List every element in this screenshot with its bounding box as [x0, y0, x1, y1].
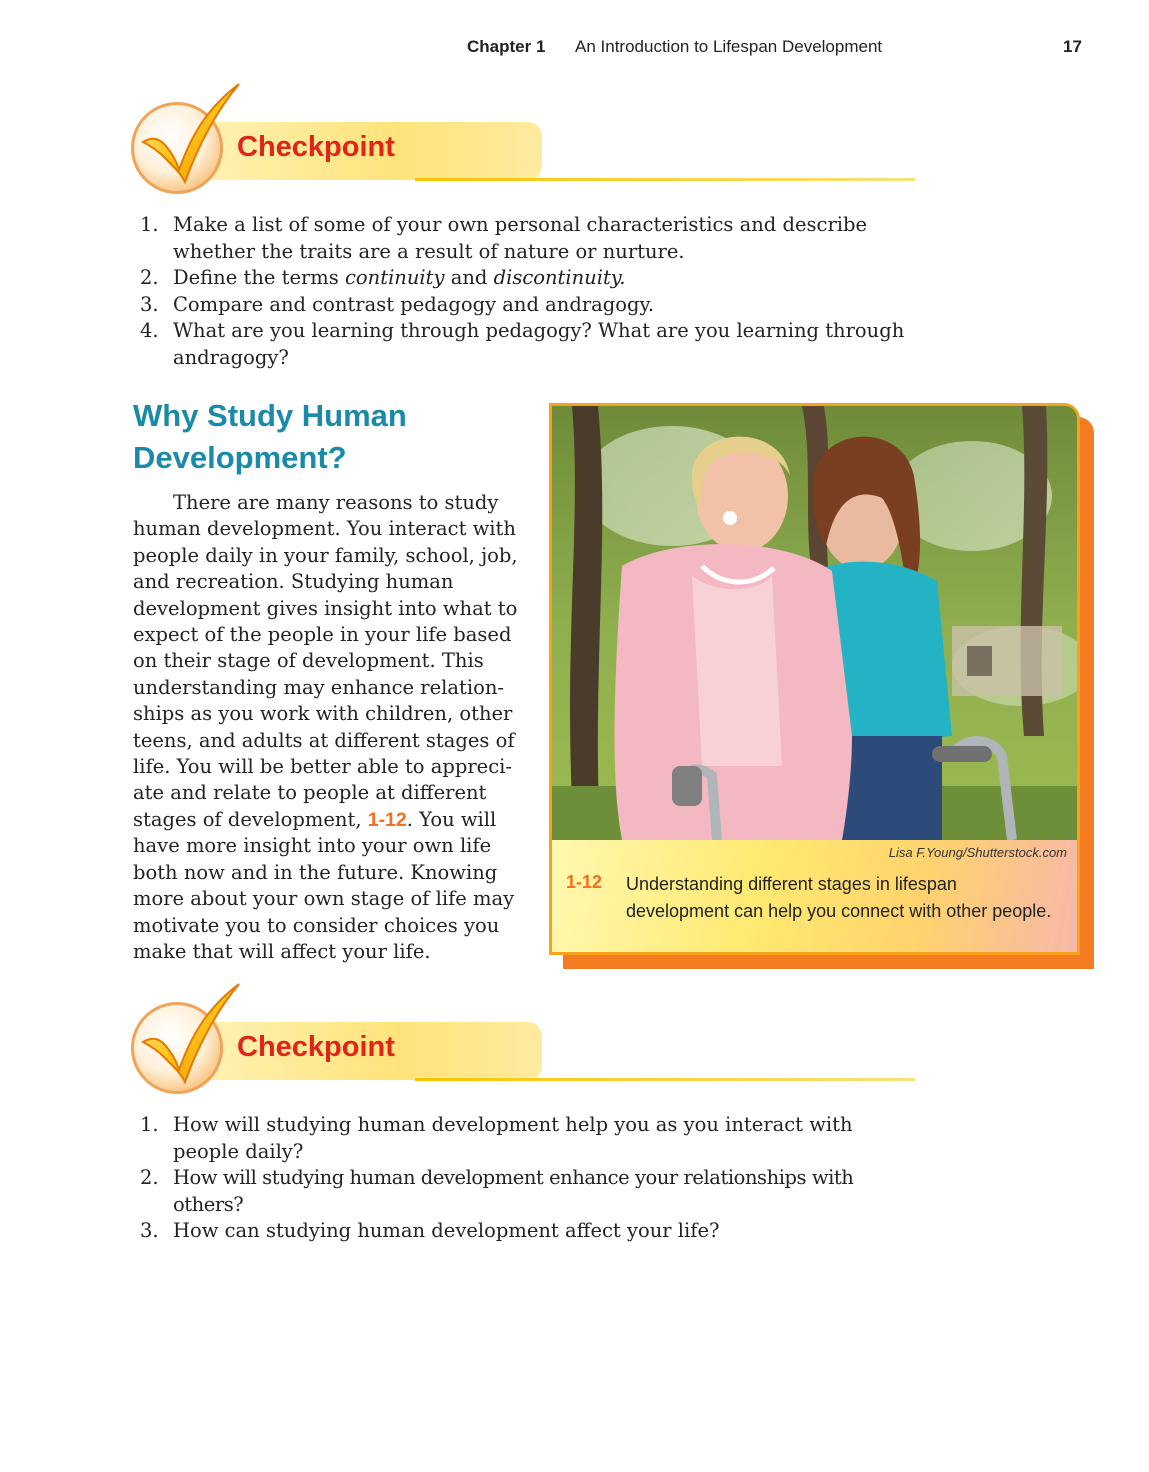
term-continuity: continuity — [345, 266, 445, 289]
body-text-part2: . You will have more insight into your own life both now and in the future. Knowing more about your own stage of life may motivate you to consider choices you make that will affect your life. — [133, 807, 515, 963]
checkpoint-banner-2 — [125, 984, 920, 1109]
page-number: 17 — [1063, 37, 1082, 56]
question-number: 2. — [140, 1166, 159, 1189]
checkpoint-label: Checkpoint — [237, 131, 395, 163]
checkpoint-rule — [415, 1078, 915, 1081]
question-item — [140, 1218, 920, 1245]
section-heading: Why Study Human Development? — [133, 398, 407, 475]
checkmark-icon — [135, 78, 247, 190]
chapter-title: An Introduction to Lifespan Development — [575, 37, 883, 56]
question-text: Make a list of some of your own personal characteristics and describe whether the traits are a result of nature or nurture. — [173, 213, 868, 263]
question-item — [140, 292, 920, 319]
question-number: 3. — [140, 1219, 159, 1242]
question-text: What are you learning through pedagogy? What are you learning through andragogy? — [173, 319, 905, 369]
checkpoint-2-questions — [140, 1112, 920, 1245]
figure-frame — [549, 403, 1080, 955]
checkmark-icon — [135, 978, 247, 1090]
figure-number: 1-12 — [566, 872, 603, 892]
checkpoint-rule — [415, 178, 915, 181]
question-text: How will studying human development enhance your relationships with others? — [173, 1166, 854, 1216]
question-item — [140, 1165, 920, 1218]
question-text: Define the terms — [173, 266, 346, 289]
photo-illustration — [552, 406, 1077, 840]
question-number: 1. — [140, 213, 159, 236]
figure-caption: Understanding different stages in lifespan development can help you connect with other people. — [626, 874, 1052, 921]
photo-credit: Lisa F.Young/Shutterstock.com — [888, 845, 1067, 860]
term-discontinuity: discontinuity. — [493, 266, 626, 289]
checkpoint-label: Checkpoint — [237, 1031, 395, 1063]
checkpoint-1-questions — [140, 212, 920, 371]
question-number: 3. — [140, 292, 159, 316]
question-item — [140, 1112, 920, 1165]
question-text: Compare and contrast pedagogy and andragogy. — [173, 292, 655, 316]
checkpoint-banner-1 — [125, 84, 920, 209]
question-number: 4. — [140, 319, 159, 342]
figure-photo — [552, 406, 1077, 840]
question-text: How can studying human development affect your life? — [173, 1219, 720, 1242]
question-item — [140, 212, 920, 265]
question-text: and — [444, 266, 494, 289]
figure-reference: 1-12 — [367, 808, 407, 831]
body-text-part1: There are many reasons to study human development. You interact with people daily in your family, school, job, and recreation. Studying human development gives insight into what to expect of the people in your life based on their stage of development. This understanding may enhance relationships as you work with children, other teens, and adults at different stages of life. You will be better able to appreciate and relate to people at different stages of development, — [133, 491, 518, 831]
figure-caption-area — [552, 840, 1077, 952]
running-header — [0, 37, 1149, 61]
figure-1-12 — [549, 403, 1094, 969]
question-item — [140, 318, 920, 371]
question-number: 2. — [140, 266, 159, 289]
question-number: 1. — [140, 1113, 159, 1136]
question-item — [140, 265, 920, 292]
question-text: How will studying human development help you as you interact with people daily? — [173, 1113, 853, 1163]
body-paragraph — [133, 490, 525, 965]
chapter-number: Chapter 1 — [467, 37, 546, 56]
